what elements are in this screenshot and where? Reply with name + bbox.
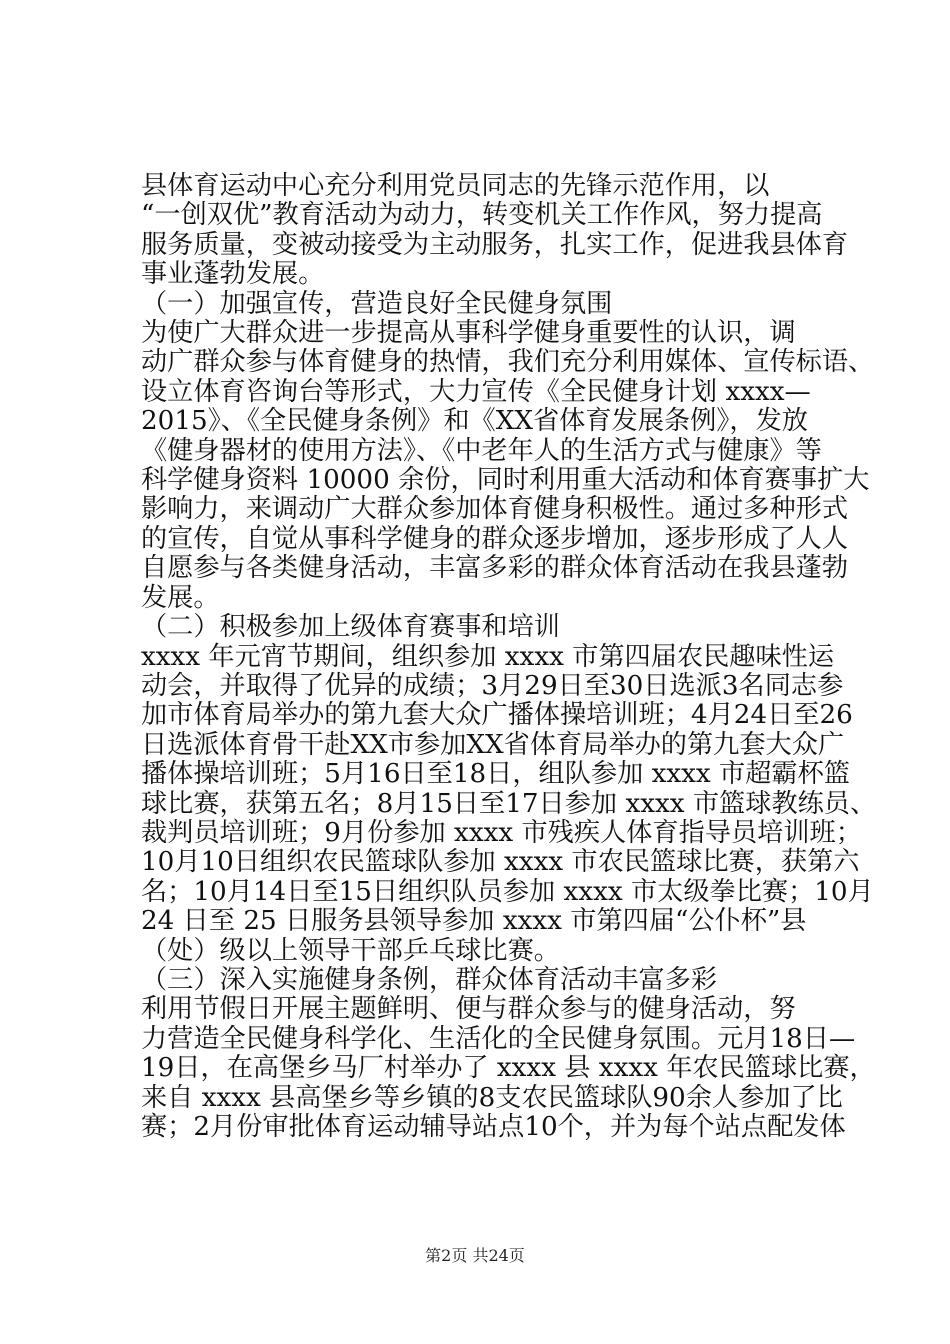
text-line: 力营造全民健身科学化、生活化的全民健身氛围。元月18日—	[141, 1023, 856, 1054]
text-line: 裁判员培训班；9月份参加 xxxx 市残疾人体育指导员培训班；	[141, 817, 862, 848]
text-line: 设立体育咨询台等形式，大力宣传《全民健身计划 xxxx—	[141, 376, 811, 407]
text-line: 县体育运动中心充分利用党员同志的先锋示范作用，以	[141, 171, 770, 201]
text-line: 加市体育局举办的第九套大众广播体操培训班；4月24日至26	[141, 700, 853, 731]
text-line: 来自 xxxx 县高堡乡等乡镇的8支农民篮球队90余人参加了比	[141, 1082, 843, 1113]
section-heading-3: （三）深入实施健身条例，群众体育活动丰富多彩	[141, 964, 718, 995]
text-line: xxxx 年元宵节期间，组织参加 xxxx 市第四届农民趣味性运	[141, 641, 835, 672]
text-line: 24 日至 25 日服务县领导参加 xxxx 市第四届“公仆杯”县	[141, 906, 807, 937]
text-line: 赛；2月份审批体育运动辅导站点10个，并为每个站点配发体	[141, 1112, 846, 1142]
text-line: 自愿参与各类健身活动，丰富多彩的群众体育活动在我县蓬勃	[141, 553, 849, 584]
text-line: 服务质量，变被动接受为主动服务，扎实工作，促进我县体育	[141, 229, 849, 260]
text-line: 事业蓬勃发展。	[141, 259, 325, 290]
text-line: 影响力，来调动广大群众参加体育健身积极性。通过多种形式	[141, 494, 849, 525]
text-line: 10月10日组织农民篮球队参加 xxxx 市农民篮球比赛，获第六	[141, 847, 860, 878]
text-line: 动广群众参与体育健身的热情，我们充分利用媒体、宣传标语、	[141, 347, 875, 378]
text-line: （处）级以上领导干部乒乓球比赛。	[141, 935, 560, 966]
text-line: 播体操培训班；5月16日至18日，组队参加 xxxx 市超霸杯篮	[141, 759, 850, 790]
text-line: “一创双优”教育活动为动力，转变机关工作作风，努力提高	[141, 200, 823, 231]
text-line: 19日，在高堡乡马厂村举办了 xxxx 县 xxxx 年农民篮球比赛，	[141, 1053, 876, 1084]
text-line: 为使广大群众进一步提高从事科学健身重要性的认识，调	[141, 318, 796, 349]
text-line: 的宣传，自觉从事科学健身的群众逐步增加，逐步形成了人人	[141, 523, 849, 554]
text-line: 球比赛，获第五名；8月15日至17日参加 xxxx 市篮球教练员、	[141, 788, 877, 819]
text-line: 动会，并取得了优异的成绩；3月29日至30日选派3名同志参	[141, 670, 844, 701]
text-line: 名；10月14日至15日组织队员参加 xxxx 市太级拳比赛；10月	[141, 876, 874, 907]
section-heading-2: （二）积极参加上级体育赛事和培训	[141, 612, 560, 643]
page-number-footer: 第2页 共24页	[425, 1246, 525, 1265]
text-line: 科学健身资料 10000 余份，同时利用重大活动和体育赛事扩大	[141, 465, 870, 496]
section-heading-1: （一）加强宣传，营造良好全民健身氛围	[141, 288, 613, 319]
text-line: 发展。	[141, 582, 220, 613]
document-body	[141, 171, 877, 1142]
text-line: 日选派体育骨干赴XX市参加XX省体育局举办的第九套大众广	[141, 729, 845, 760]
text-line: 2015》、《全民健身条例》和《XX省体育发展条例》，发放	[141, 406, 808, 437]
text-line: 《健身器材的使用方法》、《中老年人的生活方式与健康》等	[141, 435, 822, 466]
text-line: 利用节假日开展主题鲜明、便与群众参与的健身活动，努	[141, 994, 796, 1025]
